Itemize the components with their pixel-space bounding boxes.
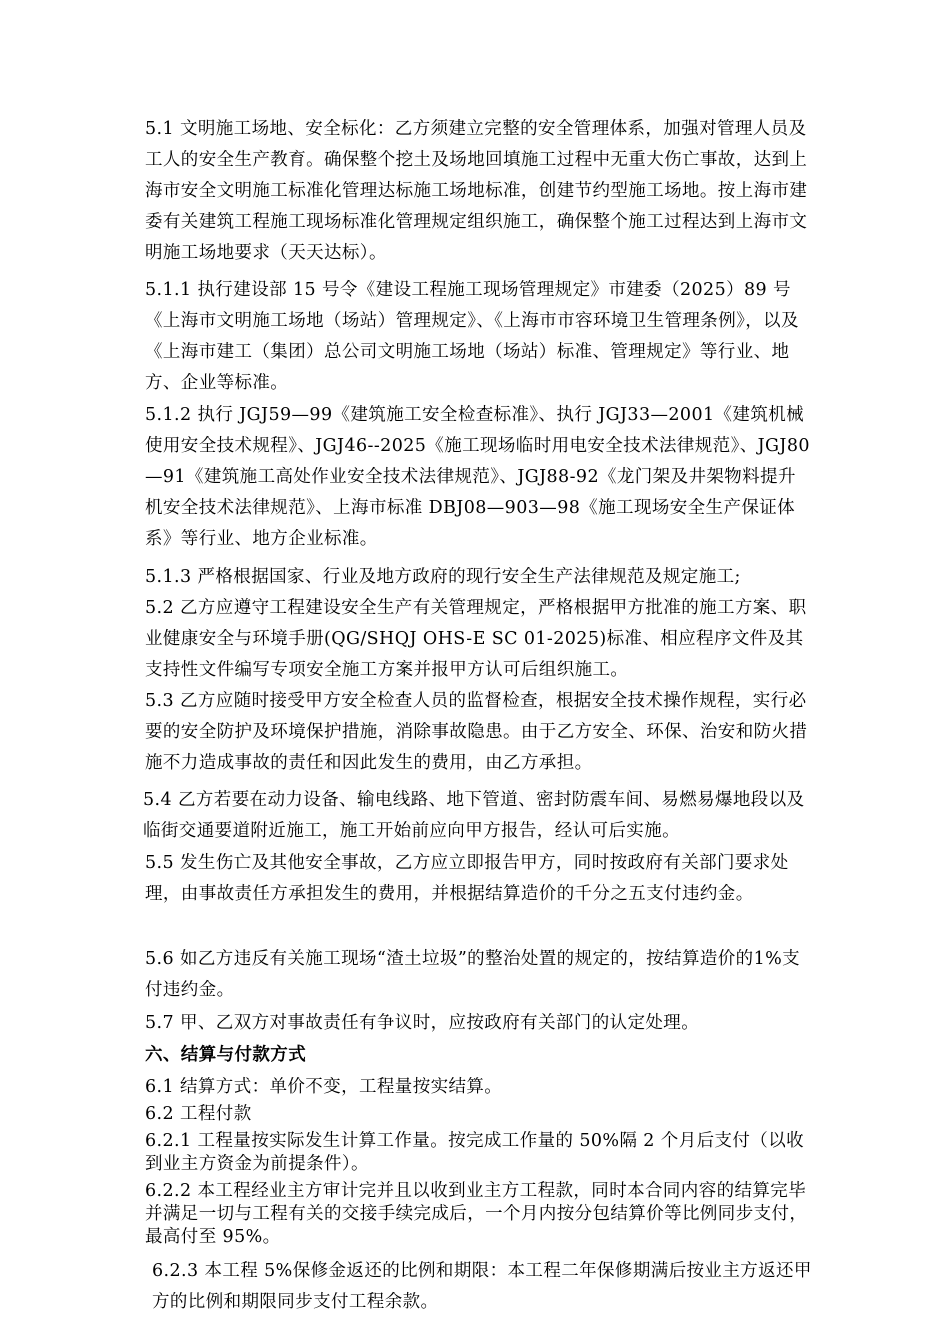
paragraph-5-3: 5.3 乙方应随时接受甲方安全检查人员的监督检查，根据安全技术操作规程，实行必要的安全防护及环境保护措施，消除事故隐患。由于乙方安全、环保、治安和防火措施不力造成事故的责任和因此发生的费用，由乙方承担。 (145, 691, 808, 773)
paragraph-5-4: 5.4 乙方若要在动力设备、输电线路、地下管道、密封防震车间、易燃易爆地段以及临街交通要道附近施工，施工开始前应向甲方报告，经认可后实施。 (143, 790, 805, 841)
section-heading-6: 六、结算与付款方式 (145, 1045, 307, 1065)
paragraph-5-2: 5.2 乙方应遵守工程建设安全生产有关管理规定，严格根据甲方批准的施工方案、职业健康安全与环境手册(QG/SHQJ OHS-E SC 01-2025)标准、相应程序文件及其支持性文件编写专项安全施工方案并报甲方认可后组织施工。 (145, 598, 807, 680)
paragraph-5-7: 5.7 甲、乙双方对事故责任有争议时，应按政府有关部门的认定处理。 (145, 1013, 700, 1033)
paragraph-6-2-3: 6.2.3 本工程 5%保修金返还的比例和期限：本工程二年保修期满后按业主方返还甲方的比例和期限同步支付工程余款。 (152, 1261, 812, 1312)
paragraph-6-1: 6.1 结算方式：单价不变，工程量按实结算。 (145, 1077, 503, 1097)
paragraph-5-5: 5.5 发生伤亡及其他安全事故，乙方应立即报告甲方，同时按政府有关部门要求处理，由事故责任方承担发生的费用，并根据结算造价的千分之五支付违约金。 (145, 853, 789, 904)
paragraph-6-2: 6.2 工程付款 (145, 1104, 252, 1124)
paragraph-5-1-3: 5.1.3 严格根据国家、行业及地方政府的现行安全生产法律规范及规定施工; (145, 567, 741, 587)
paragraph-5-1-1: 5.1.1 执行建设部 15 号令《建设工程施工现场管理规定》市建委（2025）89 号《上海市文明施工场地（场站）管理规定》、《上海市市容环境卫生管理条例》，以及《上海市建工（集团）总公司文明施工场地（场站）标准、管理规定》等行业、地方、企业等标准。 (145, 280, 799, 393)
paragraph-6-2-1: 6.2.1 工程量按实际发生计算工作量。按完成工作量的 50%隔 2 个月后支付（以收到业主方资金为前提条件）。 (145, 1131, 805, 1174)
paragraph-6-2-2: 6.2.2 本工程经业主方审计完并且以收到业主方工程款，同时本合同内容的结算完毕并满足一切与工程有关的交接手续完成后，一个月内按分包结算价等比例同步支付，最高付至 95%。 (145, 1181, 808, 1247)
paragraph-5-6: 5.6 如乙方违反有关施工现场“渣土垃圾”的整治处置的规定的，按结算造价的1%支付违约金。 (145, 949, 801, 1000)
paragraph-5-1: 5.1 文明施工场地、安全标化：乙方须建立完整的安全管理体系，加强对管理人员及工人的安全生产教育。确保整个挖土及场地回填施工过程中无重大伤亡事故，达到上海市安全文明施工标准化管理达标施工场地标准，创建节约型施工场地。按上海市建委有关建筑工程施工现场标准化管理规定组织施工，确保整个施工过程达到上海市文明施工场地要求（天天达标）。 (145, 119, 808, 263)
paragraph-5-1-2: 5.1.2 执行 JGJ59—99《建筑施工安全检查标准》、执行 JGJ33—2001《建筑机械使用安全技术规程》、JGJ46--2025《施工现场临时用电安全技术法律规范》、JGJ80—91《建筑施工高处作业安全技术法律规范》、JGJ88-92《龙门架及井架物料提升机安全技术法律规范》、上海市标准 DBJ08—903—98《施工现场安全生产保证体系》等行业、地方企业标准。 (145, 405, 810, 549)
